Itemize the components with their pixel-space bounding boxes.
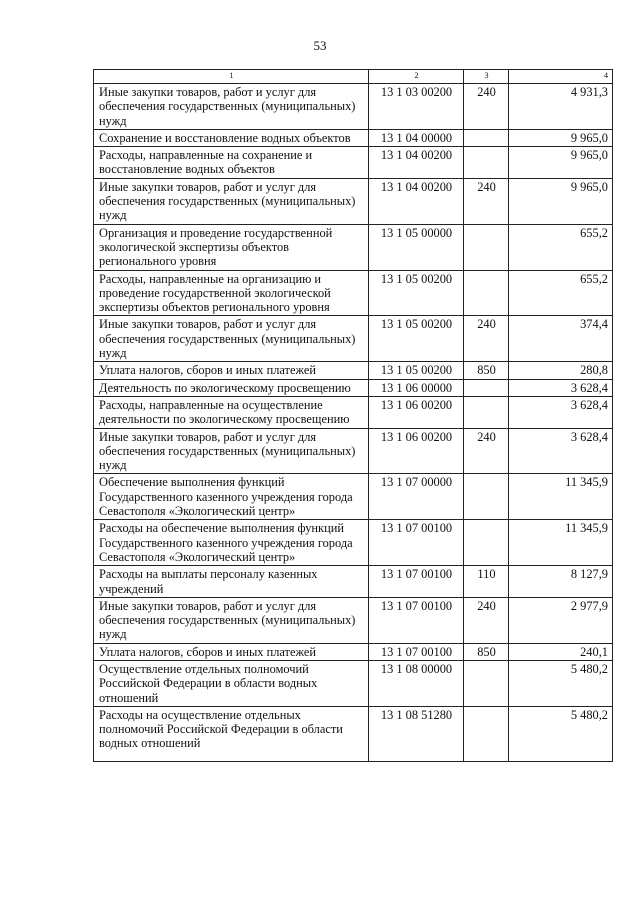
- header-row: [94, 70, 613, 84]
- table-row: [94, 362, 613, 379]
- table-row: [94, 178, 613, 224]
- row-name: Обеспечение выполнения функций Государственного казенного учреждения города Севастополя «Экологический центр»: [94, 474, 369, 520]
- row-code: 13 1 07 00100: [369, 597, 464, 643]
- row-amount: 655,2: [509, 270, 613, 316]
- row-type: 240: [464, 84, 509, 130]
- table-row: [94, 566, 613, 598]
- row-code: 13 1 05 00200: [369, 362, 464, 379]
- row-type: 240: [464, 178, 509, 224]
- row-name: Иные закупки товаров, работ и услуг для обеспечения государственных (муниципальных) нужд: [94, 428, 369, 474]
- column-header-code: 2: [369, 70, 464, 84]
- row-type: [464, 270, 509, 316]
- row-name: Расходы на выплаты персоналу казенных учреждений: [94, 566, 369, 598]
- row-code: 13 1 04 00200: [369, 178, 464, 224]
- row-type: 850: [464, 643, 509, 660]
- row-type: [464, 660, 509, 706]
- row-code: 13 1 08 51280: [369, 706, 464, 761]
- row-amount: 4 931,3: [509, 84, 613, 130]
- row-type: 110: [464, 566, 509, 598]
- row-amount: 280,8: [509, 362, 613, 379]
- table-row: [94, 129, 613, 146]
- row-type: [464, 396, 509, 428]
- row-code: 13 1 05 00200: [369, 316, 464, 362]
- table-row: [94, 270, 613, 316]
- row-amount: 9 965,0: [509, 178, 613, 224]
- row-code: 13 1 06 00200: [369, 396, 464, 428]
- table-row: [94, 660, 613, 706]
- row-name: Иные закупки товаров, работ и услуг для обеспечения государственных (муниципальных) нужд: [94, 84, 369, 130]
- row-amount: 3 628,4: [509, 428, 613, 474]
- row-type: [464, 706, 509, 761]
- table-row: [94, 643, 613, 660]
- row-code: 13 1 06 00200: [369, 428, 464, 474]
- budget-table: [93, 69, 613, 762]
- row-type: [464, 520, 509, 566]
- table-row: [94, 147, 613, 179]
- row-amount: 8 127,9: [509, 566, 613, 598]
- row-name: Сохранение и восстановление водных объектов: [94, 129, 369, 146]
- table-row: [94, 316, 613, 362]
- table-row: [94, 84, 613, 130]
- row-code: 13 1 07 00100: [369, 520, 464, 566]
- table-row: [94, 428, 613, 474]
- row-amount: 240,1: [509, 643, 613, 660]
- row-name: Расходы на осуществление отдельных полномочий Российской Федерации в области водных отношений: [94, 706, 369, 761]
- row-name: Иные закупки товаров, работ и услуг для обеспечения государственных (муниципальных) нужд: [94, 178, 369, 224]
- row-amount: 3 628,4: [509, 396, 613, 428]
- row-type: [464, 224, 509, 270]
- page-number: 53: [313, 38, 327, 53]
- row-name: Расходы, направленные на организацию и проведение государственной экологической экспертизы объектов регионального уровня: [94, 270, 369, 316]
- row-name: Расходы, направленные на осуществление деятельности по экологическому просвещению: [94, 396, 369, 428]
- row-code: 13 1 03 00200: [369, 84, 464, 130]
- table-row: [94, 474, 613, 520]
- row-amount: 9 965,0: [509, 129, 613, 146]
- row-name: Расходы, направленные на сохранение и восстановление водных объектов: [94, 147, 369, 179]
- row-name: Уплата налогов, сборов и иных платежей: [94, 362, 369, 379]
- row-amount: 655,2: [509, 224, 613, 270]
- row-type: [464, 129, 509, 146]
- column-header-type: 3: [464, 70, 509, 84]
- row-name: Деятельность по экологическому просвещению: [94, 379, 369, 396]
- table-row: [94, 597, 613, 643]
- row-type: 240: [464, 597, 509, 643]
- row-name: Организация и проведение государственной экологической экспертизы объектов регионального уровня: [94, 224, 369, 270]
- row-amount: 9 965,0: [509, 147, 613, 179]
- row-amount: 374,4: [509, 316, 613, 362]
- row-name: Осуществление отдельных полномочий Российской Федерации в области водных отношений: [94, 660, 369, 706]
- row-name: Расходы на обеспечение выполнения функций Государственного казенного учреждения города Севастополя «Экологический центр»: [94, 520, 369, 566]
- row-code: 13 1 08 00000: [369, 660, 464, 706]
- row-code: 13 1 05 00200: [369, 270, 464, 316]
- row-name: Уплата налогов, сборов и иных платежей: [94, 643, 369, 660]
- table-row: [94, 520, 613, 566]
- row-code: 13 1 07 00000: [369, 474, 464, 520]
- row-type: [464, 379, 509, 396]
- table-row: [94, 396, 613, 428]
- row-type: 850: [464, 362, 509, 379]
- row-amount: 3 628,4: [509, 379, 613, 396]
- row-code: 13 1 07 00100: [369, 566, 464, 598]
- row-amount: 5 480,2: [509, 660, 613, 706]
- column-header-amount: 4: [509, 70, 613, 84]
- column-header-name: 1: [94, 70, 369, 84]
- row-code: 13 1 05 00000: [369, 224, 464, 270]
- row-type: 240: [464, 316, 509, 362]
- row-amount: 5 480,2: [509, 706, 613, 761]
- table-row: [94, 379, 613, 396]
- row-name: Иные закупки товаров, работ и услуг для обеспечения государственных (муниципальных) нужд: [94, 597, 369, 643]
- table-row: [94, 224, 613, 270]
- row-code: 13 1 04 00200: [369, 147, 464, 179]
- row-amount: 11 345,9: [509, 520, 613, 566]
- row-name: Иные закупки товаров, работ и услуг для обеспечения государственных (муниципальных) нужд: [94, 316, 369, 362]
- row-type: 240: [464, 428, 509, 474]
- row-amount: 2 977,9: [509, 597, 613, 643]
- row-type: [464, 147, 509, 179]
- row-code: 13 1 07 00100: [369, 643, 464, 660]
- row-code: 13 1 04 00000: [369, 129, 464, 146]
- row-type: [464, 474, 509, 520]
- table-row: [94, 706, 613, 761]
- row-code: 13 1 06 00000: [369, 379, 464, 396]
- row-amount: 11 345,9: [509, 474, 613, 520]
